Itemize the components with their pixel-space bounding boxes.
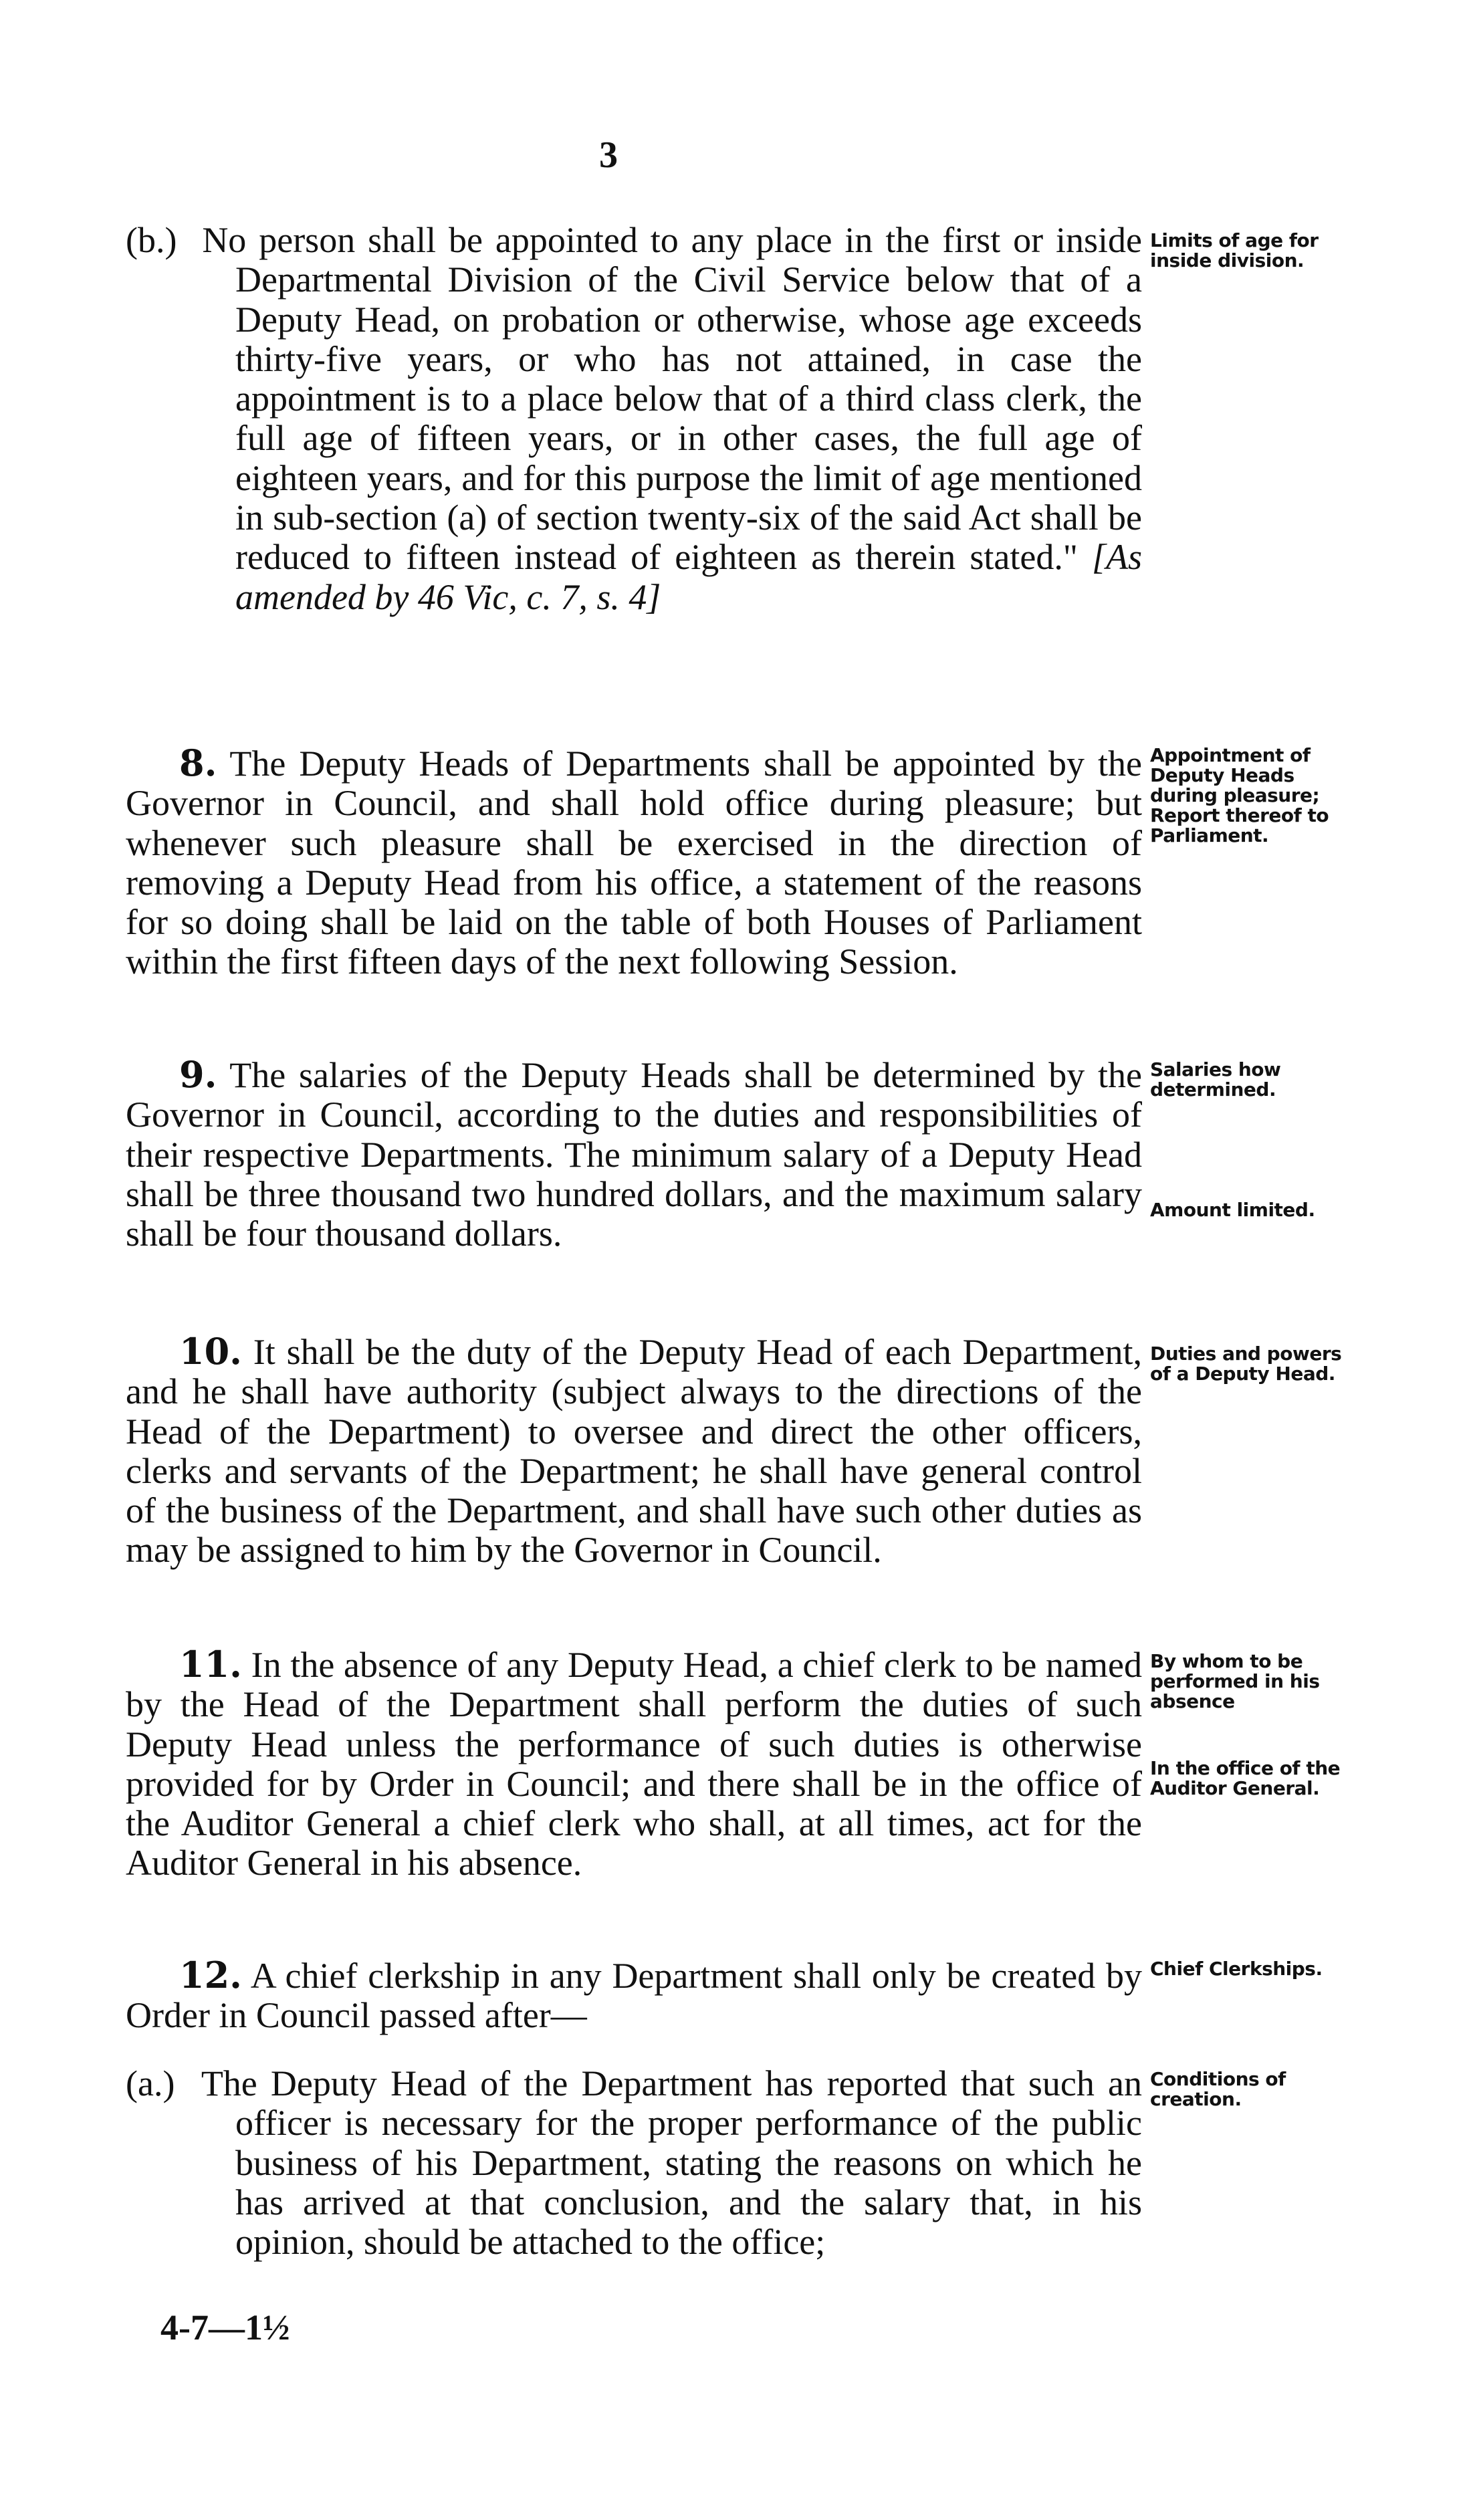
amendment-note: [As amended by 46 Vic, c. 7, s. 4]	[235, 537, 1142, 617]
section-8-text: The Deputy Heads of Departments shall be appointed by the Governor in Council, and shall hold office during pleasure; but whenever such pleasure shall be exercised in the direction of removing a Deputy Head from his office, a statement of the reasons for so doing shall be laid on the table of both Houses of Parliament within the first fifteen days of the next following Session.	[126, 743, 1143, 982]
margin-note-office-of-auditor-general: In the office of the Auditor General.	[1150, 1757, 1341, 1799]
margin-note-appointment-deputy-heads: Appointment of Deputy Heads during pleasure; Report thereof to Parliament.	[1150, 744, 1329, 846]
margin-note-by-whom-performed: By whom to be performed in his absence	[1150, 1650, 1320, 1712]
subsection-b-label: (b.)	[126, 220, 177, 260]
section-10	[126, 1332, 1142, 1571]
subsection-b-text: No person shall be appointed to any place in the first or inside Departmental Division of the Civil Service below that of a Deputy Head, on probation or otherwise, whose age exceeds thirty-five years, or who has not attained, in case the appointment is to a place below that of a third class clerk, the full age of fifteen years, or in other cases, the full age of eighteen years, and for this purpose the limit of age mentioned in sub-section (a) of section twenty-six of the said Act shall be reduced to fifteen instead of eighteen as therein stated."	[202, 220, 1143, 578]
margin-note-conditions-of-creation: Conditions of creation.	[1150, 2068, 1286, 2110]
subsection-12a-text: The Deputy Head of the Department has reported that such an officer is necessary for the proper performance of the public business of his Department, stating the reasons on which he has arrived at that conclusion, and the salary that, in his opinion, should be attached to the office;	[201, 2063, 1142, 2263]
section-11-text: In the absence of any Deputy Head, a chief clerk to be named by the Head of the Department shall perform the duties of such Deputy Head unless the performance of such duties is otherwise provided for by Order in Council; and there shall be in the office of the Auditor General a chief clerk who shall, at all times, act for the Auditor General in his absence.	[126, 1645, 1142, 1883]
section-11	[126, 1645, 1142, 1883]
section-12	[126, 1956, 1142, 2036]
section-9-number: 9.	[179, 1053, 217, 1096]
margin-note-amount-limited: Amount limited.	[1150, 1199, 1315, 1221]
section-12-number: 12.	[179, 1954, 242, 1996]
subsection-b	[126, 221, 1142, 617]
subsection-12a-label: (a.)	[126, 2063, 175, 2103]
margin-note-chief-clerkships: Chief Clerkships.	[1150, 1958, 1323, 1980]
section-8-number: 8.	[179, 741, 217, 784]
section-9-text: The salaries of the Deputy Heads shall be determined by the Governor in Council, according to the duties and responsibilities of their respective Departments. The minimum salary of a Deputy Head shall be three thousand two hundred dollars, and the maximum salary shall be four thousand dollars.	[126, 1055, 1142, 1254]
page-number: 3	[599, 134, 618, 176]
margin-note-salaries-how-determined: Salaries how determined.	[1150, 1058, 1281, 1101]
section-10-number: 10.	[179, 1330, 242, 1373]
margin-note-limits-of-age: Limits of age for inside division.	[1150, 229, 1319, 271]
section-9	[126, 1055, 1142, 1254]
section-8	[126, 743, 1142, 982]
section-12-text: A chief clerkship in any Department shall only be created by Order in Council passed after—	[126, 1956, 1142, 2036]
signature-mark: 4-7—1½	[160, 2307, 290, 2347]
section-11-number: 11.	[179, 1643, 242, 1686]
margin-note-duties-and-powers: Duties and powers of a Deputy Head.	[1150, 1343, 1342, 1385]
section-10-text: It shall be the duty of the Deputy Head of each Department, and he shall have authority (subject always to the directions of the Head of the Department) to oversee and direct the other officers, clerks and servants of the Department; he shall have general control of the business of the Department, and shall have such other duties as may be assigned to him by the Governor in Council.	[126, 1332, 1143, 1571]
subsection-12a	[126, 2064, 1142, 2262]
